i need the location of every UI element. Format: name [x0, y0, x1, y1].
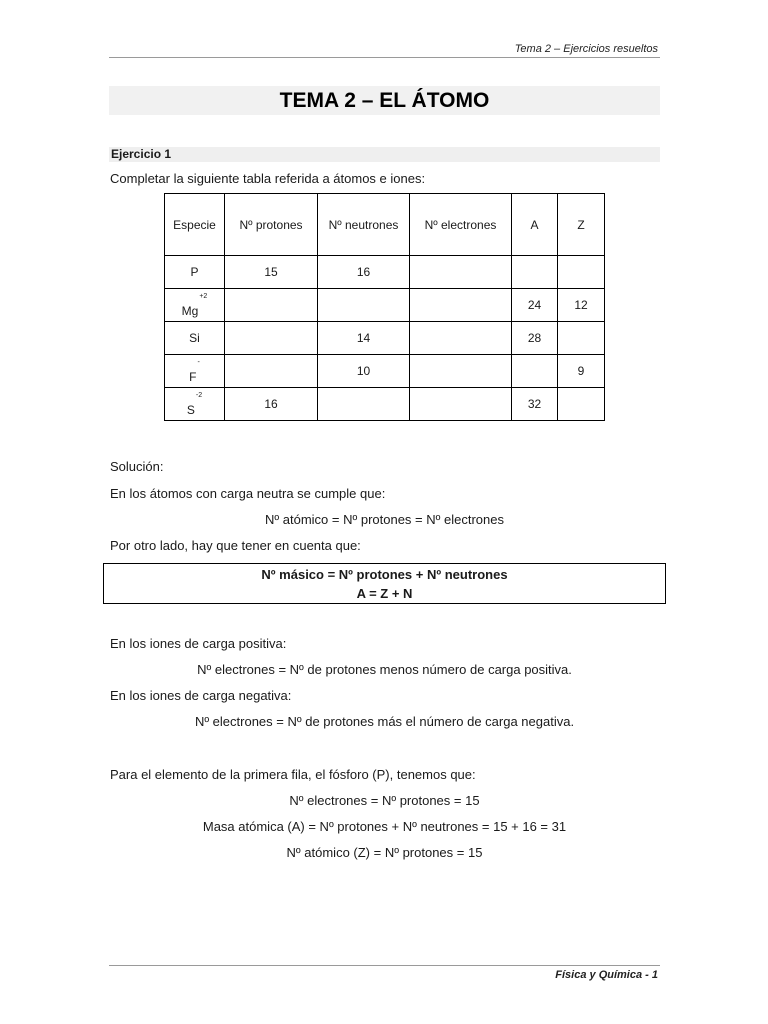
species-table: [164, 193, 605, 421]
table-row: [165, 256, 605, 289]
header-electrons: Nº electrones: [410, 194, 512, 256]
header-neutrons: Nº neutrones: [318, 194, 410, 256]
header-species: Especie: [165, 194, 225, 256]
species-symbol: Si: [189, 331, 200, 345]
species-symbol: P: [190, 265, 199, 279]
table-cell: 15: [225, 256, 318, 289]
phosphorus-atomic-number: Nº atómico (Z) = Nº protones = 15: [286, 845, 483, 860]
table-cell: [558, 322, 605, 355]
table-cell: [512, 256, 558, 289]
species-charge: +2: [199, 293, 208, 300]
table-row: [165, 289, 605, 322]
header-rule: [109, 57, 660, 58]
exercise-label: Ejercicio 1: [109, 147, 660, 162]
footer-rule: [109, 965, 660, 966]
neutral-formula: Nº atómico = Nº protones = Nº electrones: [265, 512, 504, 527]
table-cell: [410, 388, 512, 421]
mass-number-formula: Nº másico = Nº protones + Nº neutrones: [261, 567, 508, 582]
table-cell: 9: [558, 355, 605, 388]
table-cell: 24: [512, 289, 558, 322]
table-cell: [410, 289, 512, 322]
table-cell: [410, 355, 512, 388]
species-cell: [165, 388, 225, 421]
species-charge: -: [197, 359, 200, 366]
table-cell: 28: [512, 322, 558, 355]
species-symbol: F: [189, 370, 197, 384]
table-header-row: [165, 194, 605, 256]
species-cell: [165, 289, 225, 322]
other-intro: Por otro lado, hay que tener en cuenta que:: [110, 538, 361, 553]
species-charge: -2: [195, 392, 203, 399]
table-cell: [225, 355, 318, 388]
species-symbol: S: [186, 403, 195, 417]
phosphorus-intro: Para el elemento de la primera fila, el fósforo (P), tenemos que:: [110, 767, 476, 782]
table-row: [165, 355, 605, 388]
table-cell: [225, 289, 318, 322]
phosphorus-electrons: Nº electrones = Nº protones = 15: [289, 793, 480, 808]
table-cell: 14: [318, 322, 410, 355]
negative-ions-intro: En los iones de carga negativa:: [110, 688, 292, 703]
table-cell: [410, 256, 512, 289]
mass-number-short-formula: A = Z + N: [356, 586, 413, 601]
header-mass-number: A: [512, 194, 558, 256]
table-cell: [318, 289, 410, 322]
table-cell: [558, 388, 605, 421]
species-cell: [165, 322, 225, 355]
solution-label: Solución:: [110, 459, 164, 474]
positive-ions-formula: Nº electrones = Nº de protones menos número de carga positiva.: [197, 662, 572, 677]
table-cell: [225, 322, 318, 355]
negative-ions-formula: Nº electrones = Nº de protones más el número de carga negativa.: [194, 714, 575, 729]
table-cell: 10: [318, 355, 410, 388]
table-row: [165, 322, 605, 355]
species-cell: [165, 256, 225, 289]
table-cell: 16: [318, 256, 410, 289]
table-cell: 32: [512, 388, 558, 421]
species-cell: [165, 355, 225, 388]
table-cell: [410, 322, 512, 355]
table-cell: [512, 355, 558, 388]
exercise-statement: Completar la siguiente tabla referida a átomos e iones:: [110, 171, 426, 186]
phosphorus-mass: Masa atómica (A) = Nº protones + Nº neutrones = 15 + 16 = 31: [202, 819, 567, 834]
table-row: [165, 388, 605, 421]
page-header: Tema 2 – Ejercicios resueltos: [514, 43, 658, 55]
document-title: TEMA 2 – EL ÁTOMO: [109, 86, 660, 115]
table-cell: 16: [225, 388, 318, 421]
table-cell: [318, 388, 410, 421]
mass-number-formula-box: [103, 563, 666, 604]
table-cell: [558, 256, 605, 289]
header-protons: Nº protones: [225, 194, 318, 256]
neutral-intro: En los átomos con carga neutra se cumple que:: [110, 486, 386, 501]
species-symbol: Mg: [181, 304, 199, 318]
positive-ions-intro: En los iones de carga positiva:: [110, 636, 287, 651]
header-atomic-number: Z: [558, 194, 605, 256]
table-cell: 12: [558, 289, 605, 322]
page-footer: Física y Química - 1: [555, 969, 658, 981]
